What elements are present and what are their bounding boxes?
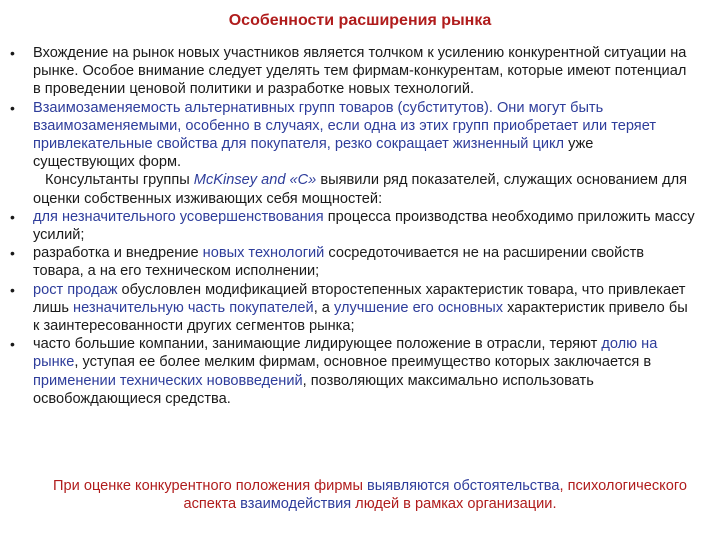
bullet-icon: • <box>10 45 15 61</box>
text-segment: часто большие компании, занимающие лидирующее положение в отрасли, теряют <box>33 336 602 353</box>
text-segment: обусловлен модификацией второстепенных характеристик товара, что привлекает лишь <box>33 281 686 316</box>
footer-segment: людей в рамках организации <box>351 496 553 513</box>
highlight-innovations: применении технических нововведений <box>33 372 303 389</box>
highlight-sales-growth: рост продаж <box>33 281 118 298</box>
highlight-market-share: долю на рынке <box>33 336 658 371</box>
bullet-minor-improvement <box>10 208 696 244</box>
text-segment: сосредоточивается не на расширении свойств товара, а на его техническом исполнении; <box>33 245 645 280</box>
footer-highlight: взаимодействия <box>240 496 352 513</box>
bullet-sales-growth <box>10 281 696 336</box>
text-segment: разработка и внедрение <box>33 245 203 262</box>
text-segment: , а <box>313 299 334 316</box>
bullet-substitutes <box>10 99 696 172</box>
slide-title: Особенности расширения рынка <box>228 12 492 29</box>
text-segment: Консультанты группы <box>45 172 194 189</box>
text-segment: Взаимозаменяемость альтернативных групп товаров (субститутов). Они могут быть взаимозаменяемыми, особенно в случаях, если одна из этих групп приобретает или теряет привлекательные свойства для покупателя, резко сокращает <box>33 99 657 153</box>
footer-segment: При оценке конкурентного положения фирмы <box>53 478 368 494</box>
footer-highlight: выявляются обстоятельства <box>367 478 560 494</box>
highlight-mckinsey: McKinsey and «C» <box>193 172 317 189</box>
slide-body <box>10 44 696 408</box>
paragraph-mckinsey <box>10 171 696 207</box>
highlight-small-share: незначительную часть покупателей <box>73 299 314 316</box>
text-segment: , позволяющих максимально использовать освобождающиеся средства. <box>33 372 594 407</box>
text-segment: характеристик привело бы к заинтересованности других сегментов рынка; <box>33 299 688 335</box>
text-segment: Вхождение на рынок новых участников является толчком к усилению конкурентной ситуации на рынке. Особое внимание следует уделять тем фирмам-конкурентам, которые имеют потенциал в проведении ценовой политики и разработке новых технологий. <box>33 45 687 98</box>
bullet-icon: • <box>10 99 15 116</box>
footer-note <box>30 477 710 513</box>
bullet-market-share <box>10 335 696 408</box>
bullet-icon: • <box>10 208 15 225</box>
bullet-new-entrants <box>10 44 696 99</box>
text-segment: процесса производства необходимо приложить массу усилий; <box>33 208 695 244</box>
bullet-icon: • <box>10 336 15 353</box>
highlight-life-cycle: жизненный цикл <box>452 136 565 153</box>
text-segment: выявили ряд показателей, служащих основанием для оценки собственных изживающих себя мощностей: <box>33 172 688 207</box>
highlight-minor-improvement: для незначительного усовершенствования <box>33 208 324 225</box>
text-segment: уже существующих форм. <box>33 136 594 171</box>
bullet-icon: • <box>10 245 15 262</box>
footer-segment: . <box>552 496 557 513</box>
footer-segment: , психологического аспекта <box>183 478 687 513</box>
bullet-new-technologies <box>10 244 696 280</box>
text-segment: , уступая ее более мелким фирмам, основное преимущество которых заключается в <box>74 354 652 371</box>
bullet-icon: • <box>10 281 15 298</box>
highlight-new-technologies: новых технологий <box>202 245 325 262</box>
highlight-improvement: улучшение его основных <box>333 299 504 316</box>
